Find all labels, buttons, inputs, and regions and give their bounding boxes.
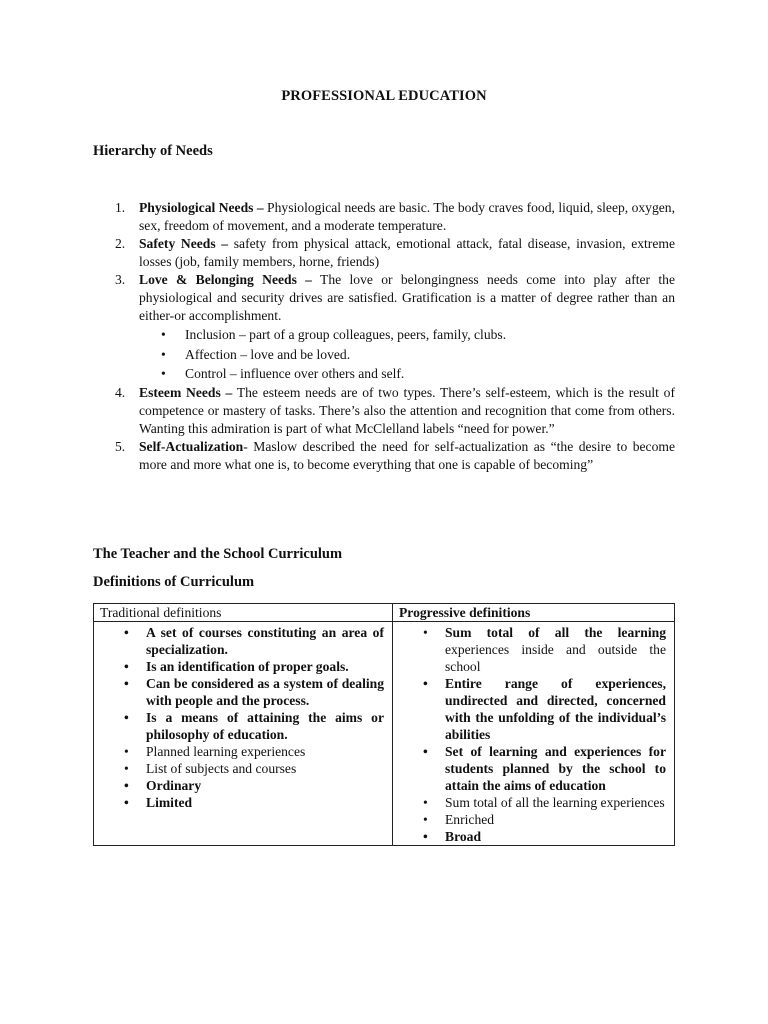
- progressive-list: [393, 624, 666, 845]
- bullet-icon: •: [161, 327, 166, 342]
- definitions-heading: Definitions of Curriculum: [93, 574, 255, 590]
- bullet-icon: •: [124, 710, 129, 725]
- need-item-safety: [93, 235, 675, 271]
- need-text: The esteem needs are of two types. There’s self-esteem, which is the result of competence or mastery of tasks. There’s also the attention and recognition that come from others. Wanting this admiration is part of what McClelland labels “need for power.”: [139, 384, 675, 436]
- hierarchy-of-needs-heading: Hierarchy of Needs: [93, 143, 213, 159]
- bullet-icon: •: [124, 744, 129, 759]
- need-title: Esteem Needs –: [139, 384, 233, 400]
- bullet-icon: •: [423, 676, 428, 691]
- list-item: • Ordinary: [124, 778, 202, 793]
- traditional-header: Traditional definitions: [94, 604, 393, 622]
- list-item: • List of subjects and courses: [124, 761, 297, 776]
- need-text: - Maslow described the need for self-actualization as “the desire to become more and more what one is, to become everything that one is capable of becoming”: [139, 438, 675, 472]
- needs-list: [93, 199, 675, 474]
- bullet-icon: •: [423, 625, 428, 640]
- list-number: 1.: [115, 200, 126, 215]
- bullet-icon: •: [124, 676, 129, 691]
- table-header-row: [94, 604, 675, 622]
- need-item-self-actualization: [93, 438, 675, 474]
- list-number: 3.: [115, 272, 126, 287]
- need-title: Physiological Needs –: [139, 200, 264, 215]
- need-text: The love or belongingness needs come into play after the physiological and security drives are satisfied. Gratification is a matter of degree rather than an either-or accomplishment.: [139, 272, 675, 323]
- progressive-cell: [393, 622, 675, 846]
- list-item: • Sum total of all the learning experiences: [423, 795, 665, 810]
- bullet-icon: •: [124, 778, 129, 793]
- list-item: • Is a means of attaining the aims or philosophy of education.: [124, 710, 384, 742]
- bullet-icon: •: [124, 625, 129, 640]
- list-item: • Limited: [124, 795, 193, 810]
- bullet-icon: •: [124, 795, 129, 810]
- table-row: [94, 622, 675, 846]
- list-item: • Can be considered as a system of dealing with people and the process.: [124, 676, 384, 708]
- list-item: • Planned learning experiences: [124, 744, 306, 759]
- traditional-list: [94, 624, 384, 811]
- need-text: Physiological needs are basic. The body craves food, liquid, sleep, oxygen, sex, freedom of movement, and a moderate temperature.: [139, 200, 675, 233]
- list-item: • A set of courses constituting an area of specialization.: [124, 625, 384, 657]
- bullet-icon: •: [423, 744, 428, 759]
- list-item: • Sum total of all the learning experiences inside and outside the school: [423, 625, 666, 674]
- bullet-icon: •: [124, 761, 129, 776]
- teacher-curriculum-heading: The Teacher and the School Curriculum: [93, 546, 343, 562]
- curriculum-definitions-table: [93, 603, 675, 846]
- bullet-icon: •: [161, 366, 166, 381]
- traditional-cell: [94, 622, 393, 846]
- need-item-esteem: [93, 384, 675, 438]
- list-item: • Broad: [423, 829, 482, 844]
- need-item-love-belonging: [93, 271, 675, 384]
- bullet-icon: •: [124, 659, 129, 674]
- bullet-icon: •: [423, 829, 428, 844]
- list-number: 4.: [115, 384, 126, 400]
- list-number: 2.: [115, 236, 126, 251]
- list-item: • Control – influence over others and self.: [139, 364, 675, 384]
- need-item-physiological: [93, 199, 675, 235]
- bullet-icon: •: [161, 346, 166, 362]
- page-title: PROFESSIONAL EDUCATION: [281, 88, 487, 104]
- bullet-icon: •: [423, 795, 428, 810]
- list-number: 5.: [115, 438, 126, 454]
- need-title: Love & Belonging Needs –: [139, 272, 312, 287]
- need-title: Safety Needs –: [139, 236, 229, 251]
- list-item: • Affection – love and be loved.: [139, 345, 675, 365]
- progressive-header: Progressive definitions: [393, 604, 675, 622]
- list-item: • Set of learning and experiences for students planned by the school to attain the aims of education: [423, 744, 666, 793]
- need-title: Self-Actualization: [139, 438, 244, 454]
- list-item: • Inclusion – part of a group colleagues, peers, family, clubs.: [139, 325, 675, 345]
- need-text: safety from physical attack, emotional attack, fatal disease, invasion, extreme losses (job, family members, horne, friends): [139, 236, 675, 269]
- list-item: • Is an identification of proper goals.: [124, 659, 349, 674]
- list-item: • Enriched: [423, 812, 495, 827]
- bullet-icon: •: [423, 812, 428, 827]
- list-item: • Entire range of experiences, undirected and directed, concerned with the unfolding of the individual’s abilities: [423, 676, 666, 742]
- belonging-sub-list: [139, 325, 675, 384]
